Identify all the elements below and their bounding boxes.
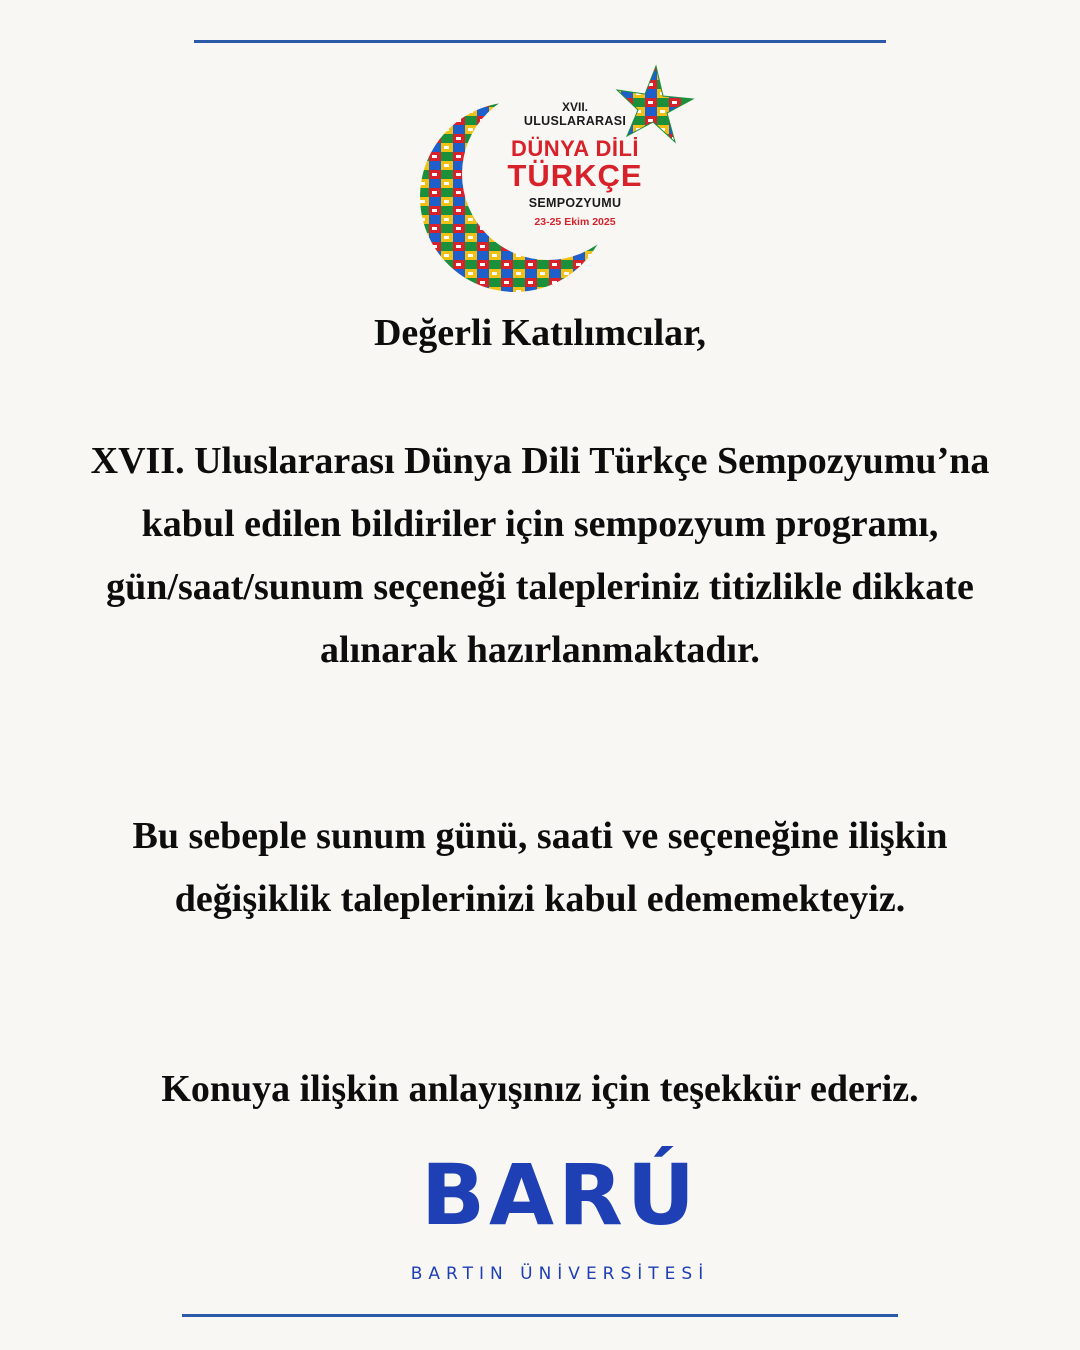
paragraph-thanks: Konuya ilişkin anlayışınız için teşekkür ederiz.: [161, 1068, 919, 1110]
baru-wordmark: BARÚ: [421, 1146, 699, 1244]
symposium-logo: [405, 62, 705, 302]
university-name: BARTIN ÜNİVERSİTESİ: [410, 1264, 710, 1284]
symposium-world-language: DÜNYA DİLİ: [510, 136, 640, 161]
symposium-label: SEMPOZYUMU: [528, 196, 622, 210]
symposium-dates: 23-25 Ekim 2025: [534, 216, 616, 228]
symposium-international: ULUSLARARASI: [523, 114, 627, 128]
symposium-number: XVII.: [561, 100, 588, 114]
top-divider: [194, 40, 886, 43]
greeting: Değerli Katılımcılar,: [373, 312, 707, 354]
bartin-university-logo: [395, 1140, 725, 1300]
symposium-turkish: TÜRKÇE: [507, 158, 643, 193]
bottom-divider: [182, 1314, 898, 1317]
paragraph-no-changes: Bu sebeple sunum günü, saati ve seçeneğine ilişkin değişiklik taleplerinizi kabul edememekteyiz.: [132, 815, 948, 920]
paragraph-program: XVII. Uluslararası Dünya Dili Türkçe Sempozyumu’na kabul edilen bildiriler için sempozyum programı, gün/saat/sunum seçeneği talepleriniz titizlikle dikkate alınarak hazırlanmaktadır.: [90, 440, 990, 671]
